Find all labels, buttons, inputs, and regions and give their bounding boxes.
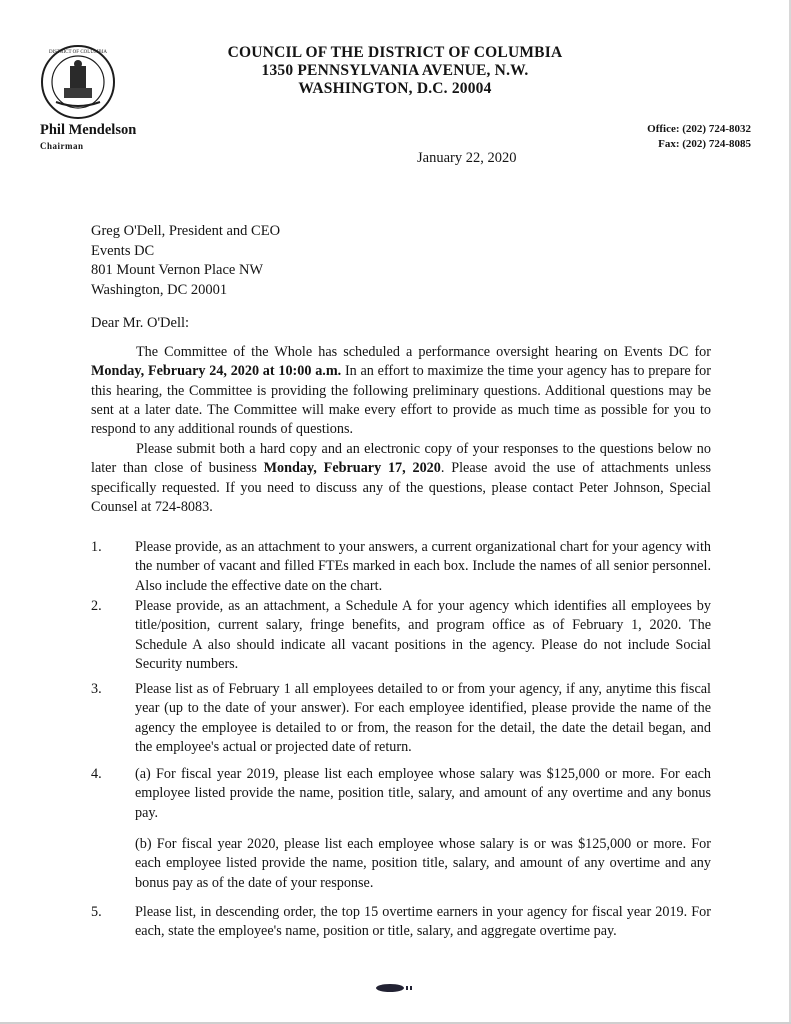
recipient-city: Washington, DC 20001	[91, 281, 228, 298]
letterhead-org: COUNCIL OF THE DISTRICT OF COLUMBIA	[227, 44, 563, 61]
question-subtext: (b) For fiscal year 2020, please list each employee whose salary is or was $125,000 or more. For each employee listed provide the name, position title, salary, and amount of any overtime and any bonus pay as of the date of your response.	[135, 836, 711, 891]
chairman-title: Chairman	[40, 141, 84, 151]
question-text: Please list, in descending order, the top 15 overtime earners in your agency for fiscal year 2019. For each, state the employee's name, position or title, salary, and aggregate overtime pay.	[135, 904, 711, 940]
dc-council-seal-icon	[40, 44, 116, 120]
office-phone: Office: (202) 724-8032	[647, 123, 751, 135]
recipient-name: Greg O'Dell, President and CEO	[91, 223, 281, 239]
paragraph-hearing	[91, 343, 711, 439]
salutation: Dear Mr. O'Dell:	[91, 315, 190, 331]
chairman-block	[40, 122, 136, 151]
question-number: 4.	[91, 766, 102, 782]
question-number: 2.	[91, 598, 102, 614]
contact-block	[647, 122, 751, 152]
fax-number: Fax: (202) 724-8085	[658, 138, 751, 150]
footer-logo-icon	[368, 983, 418, 993]
submission-deadline: Monday, February 17, 2020	[263, 460, 441, 477]
recipient-org: Events DC	[91, 242, 155, 259]
paragraph-hearing-text-a: The Committee of the Whole has scheduled a performance oversight hearing on Events DC for	[136, 344, 711, 360]
seal-text: DISTRICT OF COLUMBIA	[49, 50, 107, 55]
hearing-date: Monday, February 24, 2020 at 10:00 a.m.	[91, 363, 342, 380]
letter-date: January 22, 2020	[417, 150, 517, 166]
recipient-street: 801 Mount Vernon Place NW	[91, 262, 264, 278]
question-text: Please provide, as an attachment to your answers, a current organizational chart for your agency with the number of vacant and filled FTEs marked in each box. Include the names of all senior personnel. Also include the effective date on the chart.	[135, 539, 711, 594]
question-text: Please list as of February 1 all employees detailed to or from your agency, if any, anytime this fiscal year (up to the date of your answer). For each employee identified, please provide the name of the agency the employee is detailed to or from, the reason for the detail, the date the detail began, and the employee's actual or projected date of return.	[135, 681, 711, 755]
question-text: (a) For fiscal year 2019, please list each employee whose salary was $125,000 or more. For each employee listed provide the name, position title, salary, and amount of any overtime and any bonus pay.	[135, 766, 711, 821]
paragraph-hearing-text-b: In an effort to maximize the time your agency has to prepare for this hearing, the Committee is providing the following preliminary questions. Additional questions may be sent at a later date. The Committee will make every effort to provide as much time as possible for you to respond to any additional rounds of questions.	[91, 363, 711, 438]
paragraph-submission-text-a: Please submit both a hard copy and an electronic copy of your responses to the questions below no later than close of business	[91, 441, 711, 477]
letterhead-street: 1350 PENNSYLVANIA AVENUE, N.W.	[261, 62, 529, 79]
question-number: 3.	[91, 681, 102, 697]
question-number: 5.	[91, 904, 102, 920]
recipient-address	[91, 222, 280, 300]
question-text: Please provide, as an attachment, a Schedule A for your agency which identifies all employees by title/position, current salary, fringe benefits, and program office as of February 1, 2020. The Schedule A also should indicate all vacant positions in the agency. Please do not include Social Security numbers.	[135, 598, 711, 672]
letterhead	[200, 44, 590, 98]
question-number: 1.	[91, 539, 102, 555]
paragraph-submission-text-b: . Please avoid the use of attachments unless specifically requested. If you need to discuss any of the questions, please contact Peter Johnson, Special Counsel at 724-8083.	[91, 460, 712, 515]
paragraph-submission	[91, 440, 711, 517]
chairman-name: Phil Mendelson	[40, 122, 137, 138]
letterhead-city: WASHINGTON, D.C. 20004	[298, 80, 492, 97]
